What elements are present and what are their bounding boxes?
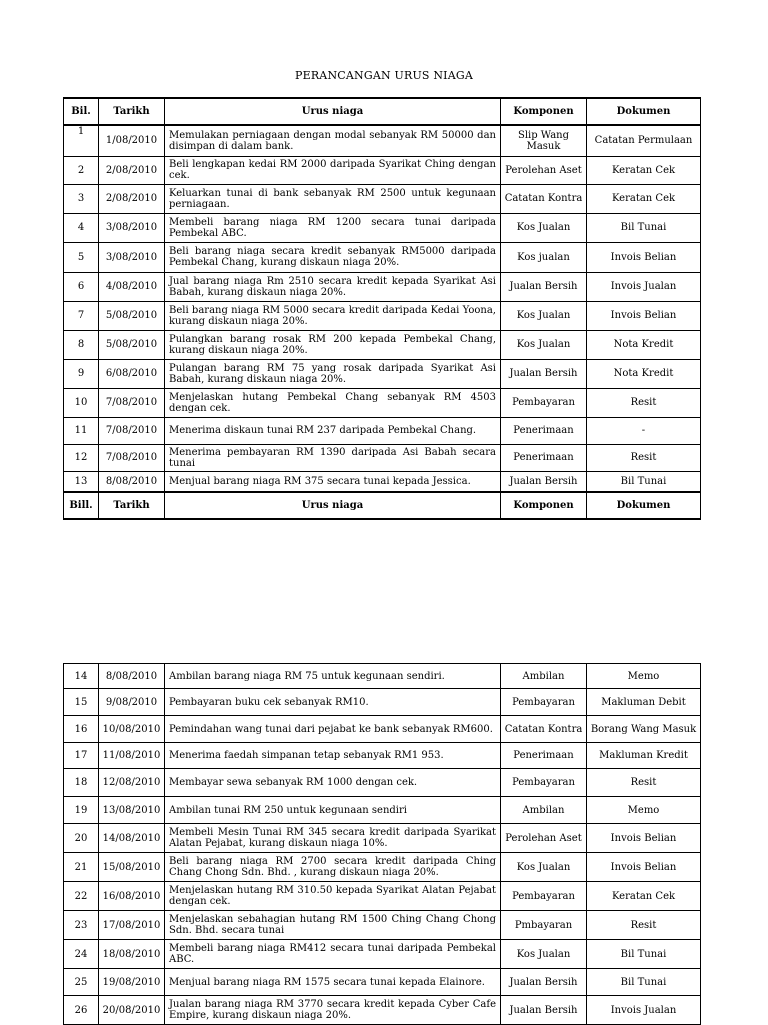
row-component: Kos Jualan — [501, 853, 587, 882]
row-transaction: Pembayaran buku cek sebanyak RM10. — [165, 689, 501, 716]
row-document: - — [587, 417, 701, 444]
row-component: Ambilan — [501, 664, 587, 689]
row-document: Resit — [587, 769, 701, 797]
row-document: Keratan Cek — [587, 882, 701, 911]
row-number: 16 — [64, 716, 99, 743]
row-transaction: Membeli Mesin Tunai RM 345 secara kredit daripada Syarikat Alatan Pejabat, kurang diskaun niaga 10%. — [165, 824, 501, 853]
row-document: Makluman Kredit — [587, 743, 701, 769]
row-document: Resit — [587, 444, 701, 471]
row-document: Keratan Cek — [587, 156, 701, 184]
footer-row — [64, 492, 701, 519]
row-date: 7/08/2010 — [99, 444, 165, 471]
row-date: 2/08/2010 — [99, 156, 165, 184]
table-row — [64, 156, 701, 184]
table-row — [64, 743, 701, 769]
row-date: 3/08/2010 — [99, 242, 165, 272]
row-number: 24 — [64, 940, 99, 969]
footer-dokumen: Dokumen — [587, 492, 701, 519]
row-number: 20 — [64, 824, 99, 853]
row-document: Memo — [587, 664, 701, 689]
row-date: 17/08/2010 — [99, 911, 165, 940]
table-row — [64, 359, 701, 388]
row-date: 11/08/2010 — [99, 743, 165, 769]
row-date: 9/08/2010 — [99, 689, 165, 716]
row-transaction: Menerima faedah simpanan tetap sebanyak RM1 953. — [165, 743, 501, 769]
page-title: PERANCANGAN URUS NIAGA — [294, 69, 474, 82]
table-row — [64, 996, 701, 1025]
row-document: Catatan Permulaan — [587, 125, 701, 156]
row-number: 1 — [64, 125, 99, 156]
row-transaction: Ambilan tunai RM 250 untuk kegunaan sendiri — [165, 797, 501, 824]
table-row — [64, 769, 701, 797]
row-number: 11 — [64, 417, 99, 444]
header-dokumen: Dokumen — [587, 98, 701, 125]
row-number: 15 — [64, 689, 99, 716]
row-number: 22 — [64, 882, 99, 911]
row-number: 25 — [64, 969, 99, 996]
footer-komponen: Komponen — [501, 492, 587, 519]
row-component: Kos Jualan — [501, 301, 587, 330]
row-component: Penerimaan — [501, 417, 587, 444]
row-date: 7/08/2010 — [99, 417, 165, 444]
row-date: 8/08/2010 — [99, 664, 165, 689]
table-row — [64, 330, 701, 359]
row-date: 16/08/2010 — [99, 882, 165, 911]
row-number: 3 — [64, 184, 99, 213]
row-document: Keratan Cek — [587, 184, 701, 213]
table-row — [64, 853, 701, 882]
row-date: 5/08/2010 — [99, 301, 165, 330]
row-number: 8 — [64, 330, 99, 359]
table-row — [64, 969, 701, 996]
row-component: Jualan Bersih — [501, 969, 587, 996]
row-number: 21 — [64, 853, 99, 882]
row-document: Bil Tunai — [587, 940, 701, 969]
row-number: 19 — [64, 797, 99, 824]
row-transaction: Beli lengkapan kedai RM 2000 daripada Syarikat Ching dengan cek. — [165, 156, 501, 184]
row-date: 12/08/2010 — [99, 769, 165, 797]
row-number: 12 — [64, 444, 99, 471]
row-date: 7/08/2010 — [99, 388, 165, 417]
row-transaction: Memulakan perniagaan dengan modal sebanyak RM 50000 dan disimpan di dalam bank. — [165, 125, 501, 156]
table-row — [64, 388, 701, 417]
row-document: Invois Jualan — [587, 272, 701, 301]
header-row — [64, 98, 701, 125]
row-component: Penerimaan — [501, 743, 587, 769]
row-date: 3/08/2010 — [99, 213, 165, 242]
row-transaction: Beli barang niaga secara kredit sebanyak RM5000 daripada Pembekal Chang, kurang diskaun niaga 20%. — [165, 242, 501, 272]
row-number: 2 — [64, 156, 99, 184]
row-document: Bil Tunai — [587, 471, 701, 492]
row-date: 2/08/2010 — [99, 184, 165, 213]
row-transaction: Beli barang niaga RM 5000 secara kredit daripada Kedai Yoona, kurang diskaun niaga 20%. — [165, 301, 501, 330]
row-transaction: Pulangan barang RM 75 yang rosak daripada Syarikat Asi Babah, kurang diskaun niaga 20%. — [165, 359, 501, 388]
row-component: Catatan Kontra — [501, 716, 587, 743]
table-row — [64, 272, 701, 301]
row-component: Jualan Bersih — [501, 996, 587, 1025]
row-number: 5 — [64, 242, 99, 272]
table-row — [64, 213, 701, 242]
row-number: 13 — [64, 471, 99, 492]
row-component: Perolehan Aset — [501, 824, 587, 853]
row-date: 10/08/2010 — [99, 716, 165, 743]
header-tarikh: Tarikh — [99, 98, 165, 125]
row-number: 9 — [64, 359, 99, 388]
row-date: 13/08/2010 — [99, 797, 165, 824]
row-component: Slip Wang Masuk — [501, 125, 587, 156]
table-row — [64, 242, 701, 272]
row-component: Ambilan — [501, 797, 587, 824]
table-row — [64, 716, 701, 743]
row-transaction: Membayar sewa sebanyak RM 1000 dengan cek. — [165, 769, 501, 797]
footer-tarikh: Tarikh — [99, 492, 165, 519]
row-document: Resit — [587, 911, 701, 940]
row-date: 15/08/2010 — [99, 853, 165, 882]
row-component: Pembayaran — [501, 689, 587, 716]
row-document: Nota Kredit — [587, 330, 701, 359]
row-component: Kos jualan — [501, 242, 587, 272]
row-document: Invois Belian — [587, 242, 701, 272]
row-date: 6/08/2010 — [99, 359, 165, 388]
row-date: 8/08/2010 — [99, 471, 165, 492]
row-transaction: Keluarkan tunai di bank sebanyak RM 2500 untuk kegunaan perniagaan. — [165, 184, 501, 213]
row-date: 4/08/2010 — [99, 272, 165, 301]
row-number: 18 — [64, 769, 99, 797]
row-document: Invois Jualan — [587, 996, 701, 1025]
row-document: Bil Tunai — [587, 213, 701, 242]
row-document: Resit — [587, 388, 701, 417]
row-document: Memo — [587, 797, 701, 824]
row-document: Borang Wang Masuk — [587, 716, 701, 743]
row-date: 1/08/2010 — [99, 125, 165, 156]
row-transaction: Menjelaskan sebahagian hutang RM 1500 Ching Chang Chong Sdn. Bhd. secara tunai — [165, 911, 501, 940]
row-component: Jualan Bersih — [501, 359, 587, 388]
row-component: Penerimaan — [501, 444, 587, 471]
table-row — [64, 444, 701, 471]
row-transaction: Ambilan barang niaga RM 75 untuk kegunaan sendiri. — [165, 664, 501, 689]
row-date: 5/08/2010 — [99, 330, 165, 359]
row-component: Perolehan Aset — [501, 156, 587, 184]
row-number: 6 — [64, 272, 99, 301]
row-transaction: Menerima diskaun tunai RM 237 daripada Pembekal Chang. — [165, 417, 501, 444]
row-transaction: Menerima pembayaran RM 1390 daripada Asi Babah secara tunai — [165, 444, 501, 471]
row-transaction: Membeli barang niaga RM412 secara tunai daripada Pembekal ABC. — [165, 940, 501, 969]
row-document: Invois Belian — [587, 301, 701, 330]
row-document: Bil Tunai — [587, 969, 701, 996]
header-urus-niaga: Urus niaga — [165, 98, 501, 125]
row-transaction: Pulangkan barang rosak RM 200 kepada Pembekal Chang, kurang diskaun niaga 20%. — [165, 330, 501, 359]
row-number: 23 — [64, 911, 99, 940]
row-number: 14 — [64, 664, 99, 689]
table-row — [64, 125, 701, 156]
table-row — [64, 824, 701, 853]
row-document: Invois Belian — [587, 824, 701, 853]
footer-urus-niaga: Urus niaga — [165, 492, 501, 519]
row-component: Kos Jualan — [501, 330, 587, 359]
row-date: 14/08/2010 — [99, 824, 165, 853]
row-component: Kos Jualan — [501, 940, 587, 969]
row-transaction: Menjual barang niaga RM 375 secara tunai kepada Jessica. — [165, 471, 501, 492]
row-document: Nota Kredit — [587, 359, 701, 388]
row-number: 4 — [64, 213, 99, 242]
row-transaction: Menjual barang niaga RM 1575 secara tunai kepada Elainore. — [165, 969, 501, 996]
table-row — [64, 301, 701, 330]
footer-bil: Bill. — [64, 492, 99, 519]
row-transaction: Membeli barang niaga RM 1200 secara tunai daripada Pembekal ABC. — [165, 213, 501, 242]
row-component: Catatan Kontra — [501, 184, 587, 213]
row-transaction: Pemindahan wang tunai dari pejabat ke bank sebanyak RM600. — [165, 716, 501, 743]
row-component: Pembayaran — [501, 882, 587, 911]
table-row — [64, 882, 701, 911]
row-date: 20/08/2010 — [99, 996, 165, 1025]
row-date: 19/08/2010 — [99, 969, 165, 996]
table-row — [64, 664, 701, 689]
row-component: Kos Jualan — [501, 213, 587, 242]
row-number: 17 — [64, 743, 99, 769]
row-transaction: Jualan barang niaga RM 3770 secara kredit kepada Cyber Cafe Empire, kurang diskaun niaga 20%. — [165, 996, 501, 1025]
table-row — [64, 417, 701, 444]
row-document: Makluman Debit — [587, 689, 701, 716]
row-document: Invois Belian — [587, 853, 701, 882]
table-row — [64, 940, 701, 969]
row-component: Pembayaran — [501, 769, 587, 797]
row-transaction: Jual barang niaga Rm 2510 secara kredit kepada Syarikat Asi Babah, kurang diskaun niaga 20%. — [165, 272, 501, 301]
row-number: 7 — [64, 301, 99, 330]
header-bil: Bil. — [64, 98, 99, 125]
table-row — [64, 911, 701, 940]
table-row — [64, 797, 701, 824]
row-number: 26 — [64, 996, 99, 1025]
table-row — [64, 689, 701, 716]
row-component: Pmbayaran — [501, 911, 587, 940]
row-transaction: Menjelaskan hutang Pembekal Chang sebanyak RM 4503 dengan cek. — [165, 388, 501, 417]
header-komponen: Komponen — [501, 98, 587, 125]
row-component: Pembayaran — [501, 388, 587, 417]
row-number: 10 — [64, 388, 99, 417]
transaction-table-1 — [63, 97, 701, 520]
table-row — [64, 471, 701, 492]
table-row — [64, 184, 701, 213]
row-component: Jualan Bersih — [501, 272, 587, 301]
transaction-table-2 — [63, 663, 701, 1025]
row-transaction: Beli barang niaga RM 2700 secara kredit daripada Ching Chang Chong Sdn. Bhd. , kurang diskaun niaga 20%. — [165, 853, 501, 882]
row-component: Jualan Bersih — [501, 471, 587, 492]
row-date: 18/08/2010 — [99, 940, 165, 969]
row-transaction: Menjelaskan hutang RM 310.50 kepada Syarikat Alatan Pejabat dengan cek. — [165, 882, 501, 911]
